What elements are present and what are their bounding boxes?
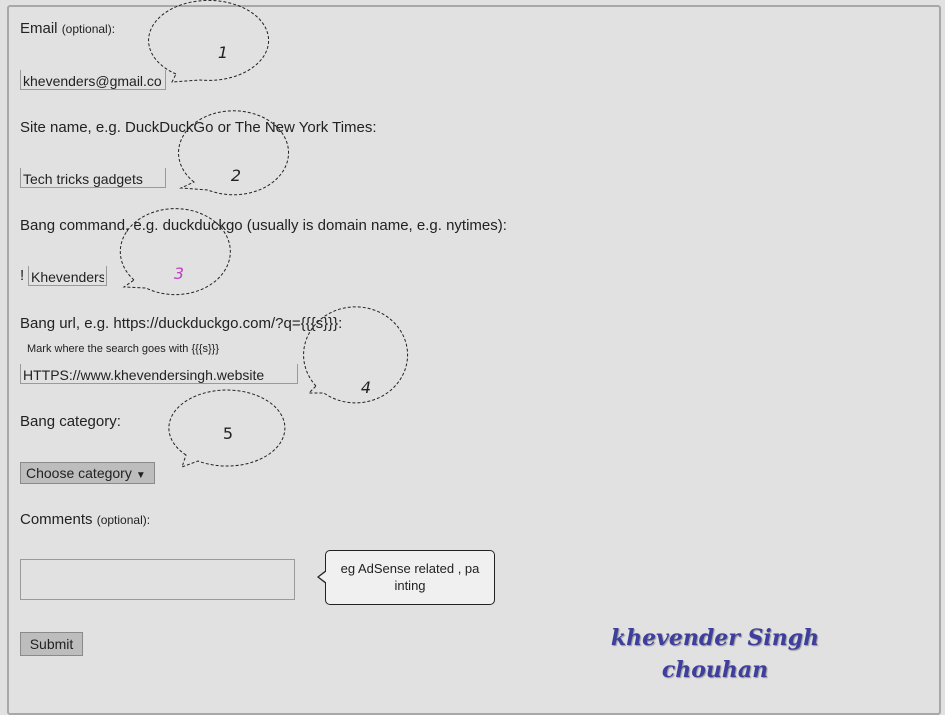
author-signature: [600, 622, 830, 686]
callout-number: 1: [217, 43, 229, 62]
signature-line-2: chouhan: [661, 657, 769, 683]
bang-command-field[interactable]: [28, 266, 107, 286]
category-select[interactable]: [20, 462, 155, 484]
callout-number: 4: [360, 378, 372, 397]
comments-field[interactable]: [20, 559, 295, 600]
callout-number: 5: [222, 424, 234, 443]
email-field[interactable]: [20, 70, 166, 90]
bang-prefix: !: [20, 267, 25, 284]
site-name-label: Site name, e.g. DuckDuckGo or The New York Times:: [20, 119, 377, 136]
callout-bubble-3: [120, 228, 240, 323]
chevron-down-icon: ▼: [135, 470, 146, 481]
comments-label: Comments (optional):: [20, 511, 151, 528]
callout-bubble-4: [306, 338, 424, 438]
submit-button[interactable]: Submit: [20, 632, 83, 656]
bang-url-label: Bang url, e.g. https://duckduckgo.com/?q={{{s}}}:: [20, 315, 343, 332]
callout-number: 3: [173, 264, 185, 283]
bang-url-field[interactable]: [20, 364, 298, 384]
bang-category-label: Bang category:: [20, 413, 121, 430]
signature-line-1: khevender Singh: [610, 625, 820, 651]
email-label: Email (optional):: [20, 20, 116, 37]
site-name-field[interactable]: [20, 168, 166, 188]
bang-command-label: Bang command, e.g. duckduckgo (usually is domain name, e.g. nytimes):: [20, 217, 507, 234]
callout-bubble-1: [160, 10, 290, 100]
callout-number: 2: [230, 166, 242, 185]
category-select-value: Choose category: [26, 465, 132, 481]
callout-bubble-5: [166, 393, 292, 477]
form-panel: [7, 5, 941, 715]
bang-url-hint: Mark where the search goes with {{{s}}}: [27, 343, 220, 355]
comment-note-bubble: eg AdSense related , painting: [325, 550, 495, 605]
callout-bubble-2: [178, 130, 298, 222]
